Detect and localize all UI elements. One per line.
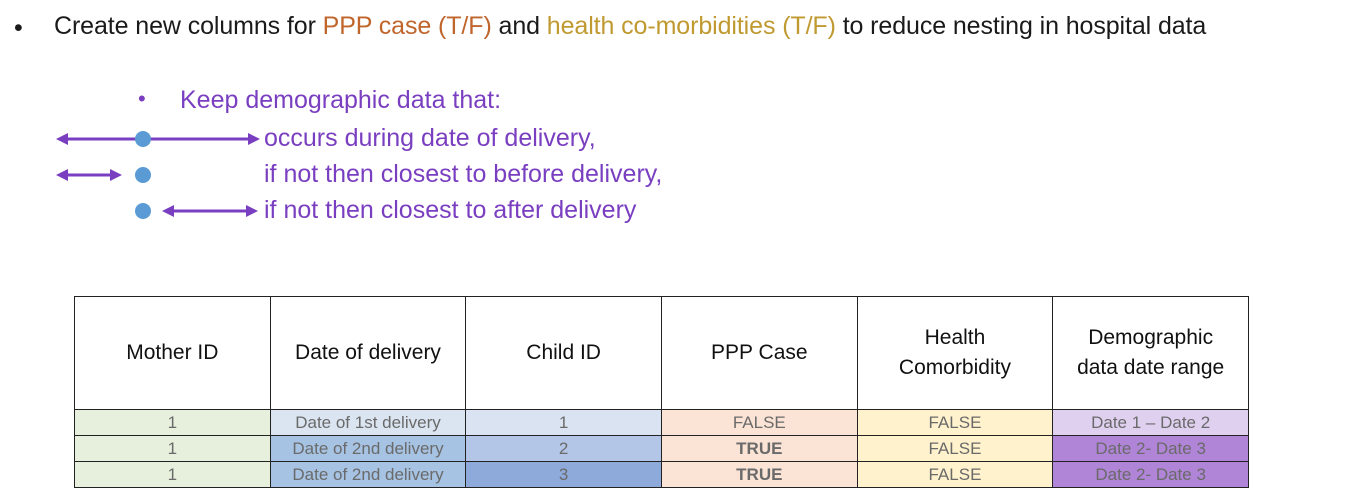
heading-suffix: to reduce nesting in hospital data — [835, 12, 1207, 40]
header-demographic-date-range: Demographic data date range — [1053, 297, 1249, 410]
demographic-rule-after: if not then closest to after delivery — [264, 196, 637, 224]
slide-heading — [54, 12, 1206, 41]
cell-mother-id: 1 — [75, 462, 271, 488]
heading-prefix: Create new columns for — [54, 12, 323, 40]
cell-mother-id: 1 — [75, 436, 271, 462]
header-child-id: Child ID — [466, 297, 662, 410]
header-mother-id: Mother ID — [75, 297, 271, 410]
table-row — [75, 462, 1249, 488]
table-header-row — [75, 297, 1249, 410]
health-comorbidities-text: health co-morbidities (T/F) — [546, 12, 836, 40]
header-ppp-case: PPP Case — [661, 297, 857, 410]
table-row — [75, 410, 1249, 436]
header-date-of-delivery: Date of delivery — [270, 297, 466, 410]
cell-date-of-delivery: Date of 2nd delivery — [270, 436, 466, 462]
demographic-rule-title: Keep demographic data that: — [180, 86, 502, 114]
cell-health-comorbidity: FALSE — [857, 436, 1053, 462]
double-arrow-during-icon — [56, 128, 260, 150]
heading-middle: and — [491, 12, 547, 40]
cell-child-id: 2 — [466, 436, 662, 462]
cell-mother-id: 1 — [75, 410, 271, 436]
hospital-data-table — [74, 296, 1249, 488]
cell-demographic-range: Date 2- Date 3 — [1053, 436, 1249, 462]
delivery-dot-icon — [135, 131, 151, 147]
cell-demographic-range: Date 2- Date 3 — [1053, 462, 1249, 488]
cell-ppp-case: TRUE — [661, 436, 857, 462]
demographic-rule-during: occurs during date of delivery, — [264, 124, 596, 152]
cell-date-of-delivery: Date of 1st delivery — [270, 410, 466, 436]
ppp-case-text: PPP case (T/F) — [322, 12, 492, 40]
demographic-rule-before: if not then closest to before delivery, — [264, 160, 663, 188]
cell-health-comorbidity: FALSE — [857, 462, 1053, 488]
cell-date-of-delivery: Date of 2nd delivery — [270, 462, 466, 488]
cell-ppp-case: FALSE — [661, 410, 857, 436]
header-health-comorbidity: Health Comorbidity — [857, 297, 1053, 410]
cell-health-comorbidity: FALSE — [857, 410, 1053, 436]
delivery-dot-icon — [135, 167, 151, 183]
cell-child-id: 3 — [466, 462, 662, 488]
cell-ppp-case: TRUE — [661, 462, 857, 488]
sub-bullet: • — [138, 86, 146, 111]
table-row — [75, 436, 1249, 462]
cell-demographic-range: Date 1 – Date 2 — [1053, 410, 1249, 436]
main-bullet: • — [14, 14, 23, 42]
cell-child-id: 1 — [466, 410, 662, 436]
double-arrow-before-icon — [56, 164, 122, 186]
double-arrow-after-icon — [162, 200, 258, 222]
delivery-dot-icon — [135, 203, 151, 219]
